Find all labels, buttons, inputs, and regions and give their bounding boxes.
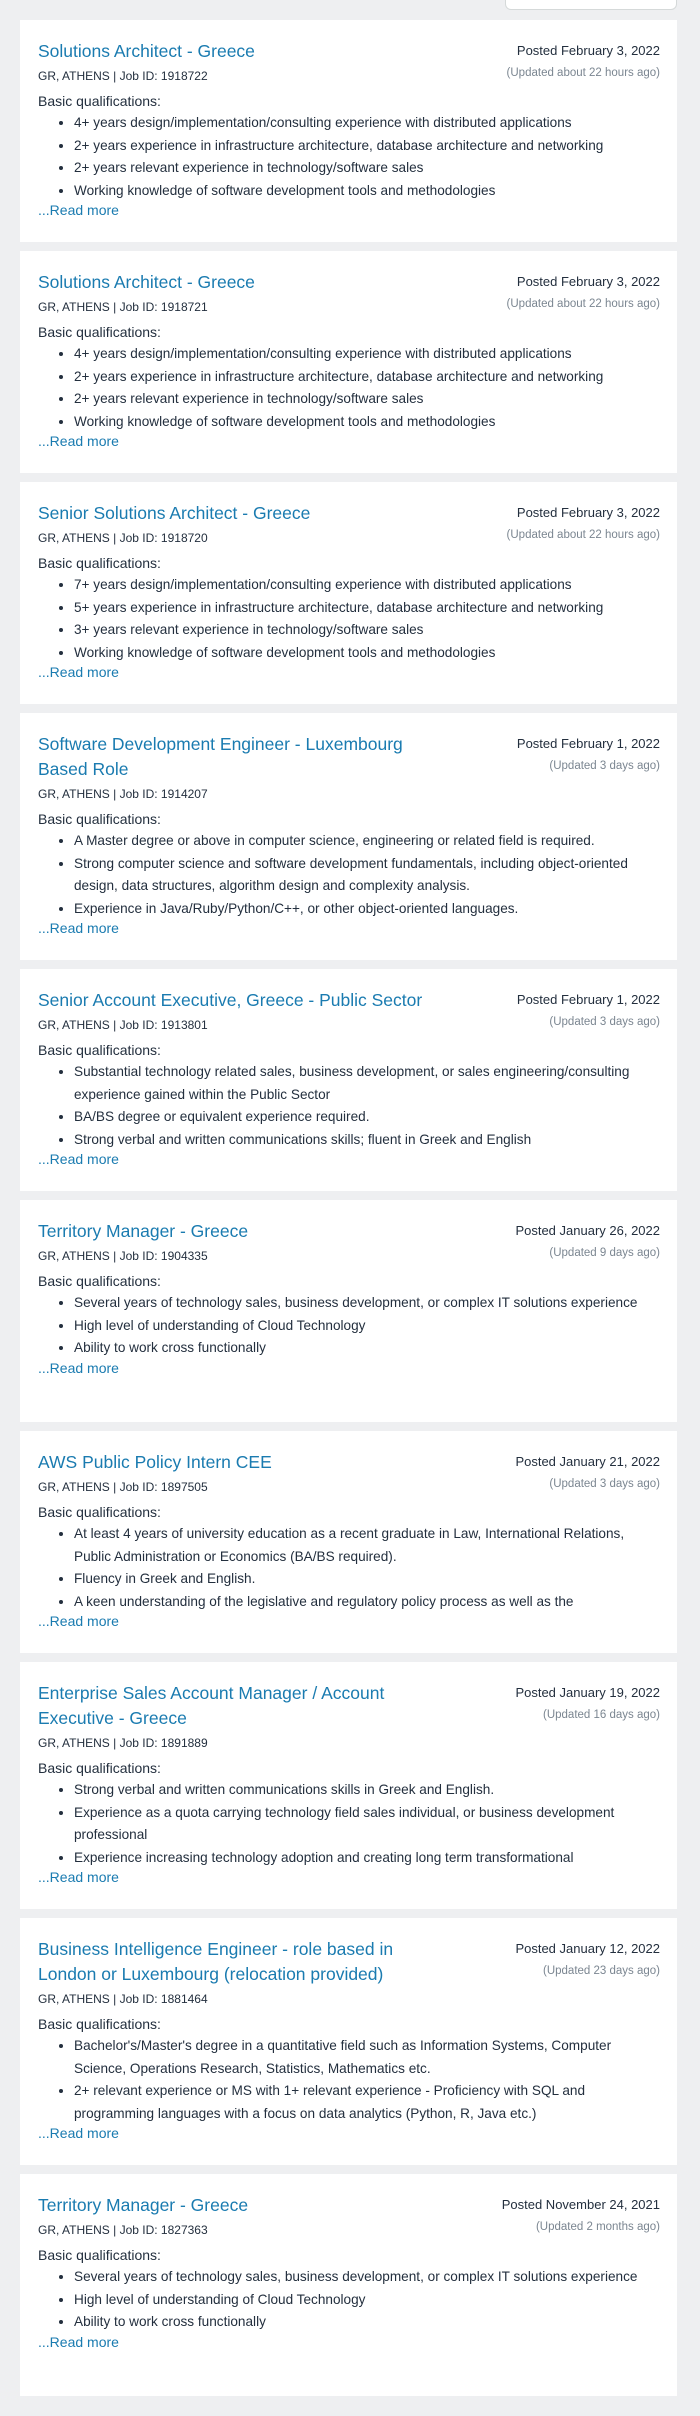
job-title-link[interactable]: Solutions Architect - Greece bbox=[38, 272, 255, 292]
read-more-link[interactable]: ...Read more bbox=[38, 1359, 119, 1376]
qualification-item: • 2+ years relevant experience in technology/software sales bbox=[74, 157, 660, 180]
qualification-item: • Strong verbal and written communications skills; fluent in Greek and English bbox=[74, 1129, 660, 1152]
job-details bbox=[38, 530, 660, 682]
qualification-item: • Several years of technology sales, business development, or complex IT solutions experience bbox=[74, 1292, 660, 1315]
job-card bbox=[20, 1200, 677, 1422]
qualification-item: • BA/BS degree or equivalent experience required. bbox=[74, 1106, 660, 1129]
location-job-id: GR, ATHENS | Job ID: 1918722 bbox=[38, 69, 208, 83]
read-more-link[interactable]: ...Read more bbox=[38, 2125, 119, 2141]
job-card bbox=[20, 20, 677, 242]
read-more-link[interactable]: ...Read more bbox=[38, 664, 119, 680]
updated-date: (Updated 3 days ago) bbox=[549, 1478, 660, 1490]
read-more-link[interactable]: ...Read more bbox=[38, 2333, 119, 2350]
qualifications-heading: Basic qualifications: bbox=[38, 1273, 161, 1289]
job-title-link[interactable]: Business Intelligence Engineer - role based in London or Luxembourg (relocation provided) bbox=[38, 1939, 394, 1984]
qualification-item: • Bachelor's/Master's degree in a quantitative field such as Information Systems, Computer Science, Operations Research, Statistics, Mathematics etc. bbox=[74, 2035, 660, 2080]
job-details bbox=[38, 299, 660, 451]
job-title-link[interactable]: Solutions Architect - Greece bbox=[38, 41, 255, 61]
qualification-item: • Working knowledge of software development tools and methodologies bbox=[74, 180, 660, 203]
posted-date: Posted January 19, 2022 bbox=[515, 1685, 660, 1700]
posted-date: Posted January 12, 2022 bbox=[515, 1941, 660, 1956]
location-job-id: GR, ATHENS | Job ID: 1914207 bbox=[38, 787, 208, 801]
qualification-item: • Substantial technology related sales, business development, or sales engineering/consulting experience gained within the Public Sector bbox=[74, 1061, 660, 1106]
qualifications-list bbox=[38, 1061, 660, 1151]
qualification-item: • At least 4 years of university education as a recent graduate in Law, International Relations, Public Administration or Economics (BA/BS required). bbox=[74, 1523, 660, 1568]
qualifications-list bbox=[38, 1292, 660, 1360]
posted-date: Posted February 3, 2022 bbox=[516, 274, 660, 289]
updated-date: (Updated 3 days ago) bbox=[549, 1016, 660, 1028]
location-job-id: GR, ATHENS | Job ID: 1897505 bbox=[38, 1480, 208, 1494]
updated-date: (Updated 23 days ago) bbox=[543, 1965, 660, 1977]
job-card bbox=[20, 2174, 677, 2396]
location-job-id: GR, ATHENS | Job ID: 1881464 bbox=[38, 1992, 208, 2006]
location-job-id: GR, ATHENS | Job ID: 1918720 bbox=[38, 531, 208, 545]
read-more-link[interactable]: ...Read more bbox=[38, 1151, 119, 1167]
updated-date: (Updated 9 days ago) bbox=[549, 1247, 660, 1259]
job-details bbox=[38, 2222, 660, 2352]
qualification-item: • Fluency in Greek and English. bbox=[74, 1568, 660, 1591]
qualification-item: • 2+ relevant experience or MS with 1+ relevant experience - Proficiency with SQL and programming languages with a focus on data analytics (Python, R, Java etc.) bbox=[74, 2080, 660, 2125]
job-title-link[interactable]: Enterprise Sales Account Manager / Account Executive - Greece bbox=[38, 1683, 385, 1728]
qualification-item: • Strong verbal and written communications skills in Greek and English. bbox=[74, 1779, 660, 1802]
qualification-item: • 4+ years design/implementation/consulting experience with distributed applications bbox=[74, 343, 660, 366]
job-title-link[interactable]: Territory Manager - Greece bbox=[38, 1221, 249, 1241]
qualifications-heading: Basic qualifications: bbox=[38, 2247, 161, 2263]
qualification-item: • Several years of technology sales, business development, or complex IT solutions experience bbox=[74, 2266, 660, 2289]
qualifications-heading: Basic qualifications: bbox=[38, 93, 161, 109]
qualification-item: • Strong computer science and software development fundamentals, including object-oriented design, data structures, algorithm design and complexity analysis. bbox=[74, 853, 660, 898]
job-card bbox=[20, 969, 677, 1191]
qualification-item: • 3+ years relevant experience in technology/software sales bbox=[74, 619, 660, 642]
qualification-item: • 2+ years relevant experience in technology/software sales bbox=[74, 388, 660, 411]
posted-date: Posted January 26, 2022 bbox=[515, 1223, 660, 1238]
qualification-item: • 2+ years experience in infrastructure architecture, database architecture and networking bbox=[74, 366, 660, 389]
job-card bbox=[20, 1918, 677, 2165]
qualifications-heading: Basic qualifications: bbox=[38, 1504, 161, 1520]
qualifications-list bbox=[38, 112, 660, 202]
updated-date: (Updated about 22 hours ago) bbox=[506, 67, 660, 79]
qualifications-list bbox=[38, 2035, 660, 2125]
qualifications-heading: Basic qualifications: bbox=[38, 555, 161, 571]
job-details bbox=[38, 1017, 660, 1169]
qualifications-heading: Basic qualifications: bbox=[38, 324, 161, 340]
qualification-item: • 5+ years experience in infrastructure architecture, database architecture and networking bbox=[74, 597, 660, 620]
qualifications-heading: Basic qualifications: bbox=[38, 2016, 161, 2032]
job-dates bbox=[515, 1940, 660, 1978]
qualification-item: • Working knowledge of software development tools and methodologies bbox=[74, 411, 660, 434]
job-details bbox=[38, 68, 660, 220]
job-title-link[interactable]: Software Development Engineer - Luxembourg Based Role bbox=[38, 734, 403, 779]
location-job-id: GR, ATHENS | Job ID: 1918721 bbox=[38, 300, 208, 314]
job-details bbox=[38, 1735, 660, 1887]
updated-date: (Updated about 22 hours ago) bbox=[506, 529, 660, 541]
job-dates bbox=[515, 1684, 660, 1722]
job-title-link[interactable]: Senior Solutions Architect - Greece bbox=[38, 503, 311, 523]
qualifications-list bbox=[38, 2266, 660, 2334]
job-details bbox=[38, 1479, 660, 1631]
qualification-item: • A keen understanding of the legislative and regulatory policy process as well as the bbox=[74, 1591, 660, 1614]
posted-date: Posted November 24, 2021 bbox=[501, 2197, 660, 2212]
qualifications-list bbox=[38, 830, 660, 920]
qualification-item: • Ability to work cross functionally bbox=[74, 1337, 660, 1360]
job-title-link[interactable]: Senior Account Executive, Greece - Public Sector bbox=[38, 990, 423, 1010]
location-job-id: GR, ATHENS | Job ID: 1827363 bbox=[38, 2223, 208, 2237]
location-job-id: GR, ATHENS | Job ID: 1891889 bbox=[38, 1736, 208, 1750]
qualification-item: • 4+ years design/implementation/consulting experience with distributed applications bbox=[74, 112, 660, 135]
location-job-id: GR, ATHENS | Job ID: 1913801 bbox=[38, 1018, 208, 1032]
updated-date: (Updated 2 months ago) bbox=[535, 2221, 660, 2233]
qualification-item: • Experience as a quota carrying technology field sales individual, or business development professional bbox=[74, 1802, 660, 1847]
updated-date: (Updated about 22 hours ago) bbox=[506, 298, 660, 310]
updated-date: (Updated 3 days ago) bbox=[549, 760, 660, 772]
job-card bbox=[20, 251, 677, 473]
posted-date: Posted February 1, 2022 bbox=[516, 992, 660, 1007]
qualification-item: • Working knowledge of software development tools and methodologies bbox=[74, 642, 660, 665]
job-card bbox=[20, 1431, 677, 1653]
updated-date: (Updated 16 days ago) bbox=[543, 1709, 660, 1721]
qualifications-list bbox=[38, 1523, 660, 1613]
read-more-link[interactable]: ...Read more bbox=[38, 1869, 119, 1885]
posted-date: Posted January 21, 2022 bbox=[515, 1454, 660, 1469]
qualification-item: • 7+ years design/implementation/consulting experience with distributed applications bbox=[74, 574, 660, 597]
job-card bbox=[20, 482, 677, 704]
sort-dropdown[interactable] bbox=[505, 0, 677, 10]
read-more-link[interactable]: ...Read more bbox=[38, 920, 119, 936]
read-more-link[interactable]: ...Read more bbox=[38, 1613, 119, 1629]
job-title-link[interactable]: Territory Manager - Greece bbox=[38, 2195, 249, 2215]
job-details bbox=[38, 1991, 660, 2143]
qualifications-heading: Basic qualifications: bbox=[38, 811, 161, 827]
job-card bbox=[20, 713, 677, 960]
qualifications-list bbox=[38, 574, 660, 664]
qualifications-heading: Basic qualifications: bbox=[38, 1042, 161, 1058]
qualification-item: • High level of understanding of Cloud Technology bbox=[74, 2289, 660, 2312]
job-title-link[interactable]: AWS Public Policy Intern CEE bbox=[38, 1452, 272, 1472]
location-job-id: GR, ATHENS | Job ID: 1904335 bbox=[38, 1249, 208, 1263]
qualifications-heading: Basic qualifications: bbox=[38, 1760, 161, 1776]
posted-date: Posted February 3, 2022 bbox=[516, 43, 660, 58]
job-details bbox=[38, 1248, 660, 1378]
qualification-item: • A Master degree or above in computer science, engineering or related field is required. bbox=[74, 830, 660, 853]
qualification-item: • Experience increasing technology adoption and creating long term transformational bbox=[74, 1847, 660, 1870]
qualification-item: • Ability to work cross functionally bbox=[74, 2311, 660, 2334]
qualifications-list bbox=[38, 343, 660, 433]
qualification-item: • High level of understanding of Cloud Technology bbox=[74, 1315, 660, 1338]
qualification-item: • 2+ years experience in infrastructure architecture, database architecture and networking bbox=[74, 135, 660, 158]
posted-date: Posted February 1, 2022 bbox=[516, 736, 660, 751]
read-more-link[interactable]: ...Read more bbox=[38, 433, 119, 449]
job-details bbox=[38, 786, 660, 938]
read-more-link[interactable]: ...Read more bbox=[38, 202, 119, 218]
qualifications-list bbox=[38, 1779, 660, 1869]
qualification-item: • Experience in Java/Ruby/Python/C++, or other object-oriented languages. bbox=[74, 898, 660, 921]
job-card bbox=[20, 1662, 677, 1909]
posted-date: Posted February 3, 2022 bbox=[516, 505, 660, 520]
job-dates bbox=[517, 735, 660, 773]
